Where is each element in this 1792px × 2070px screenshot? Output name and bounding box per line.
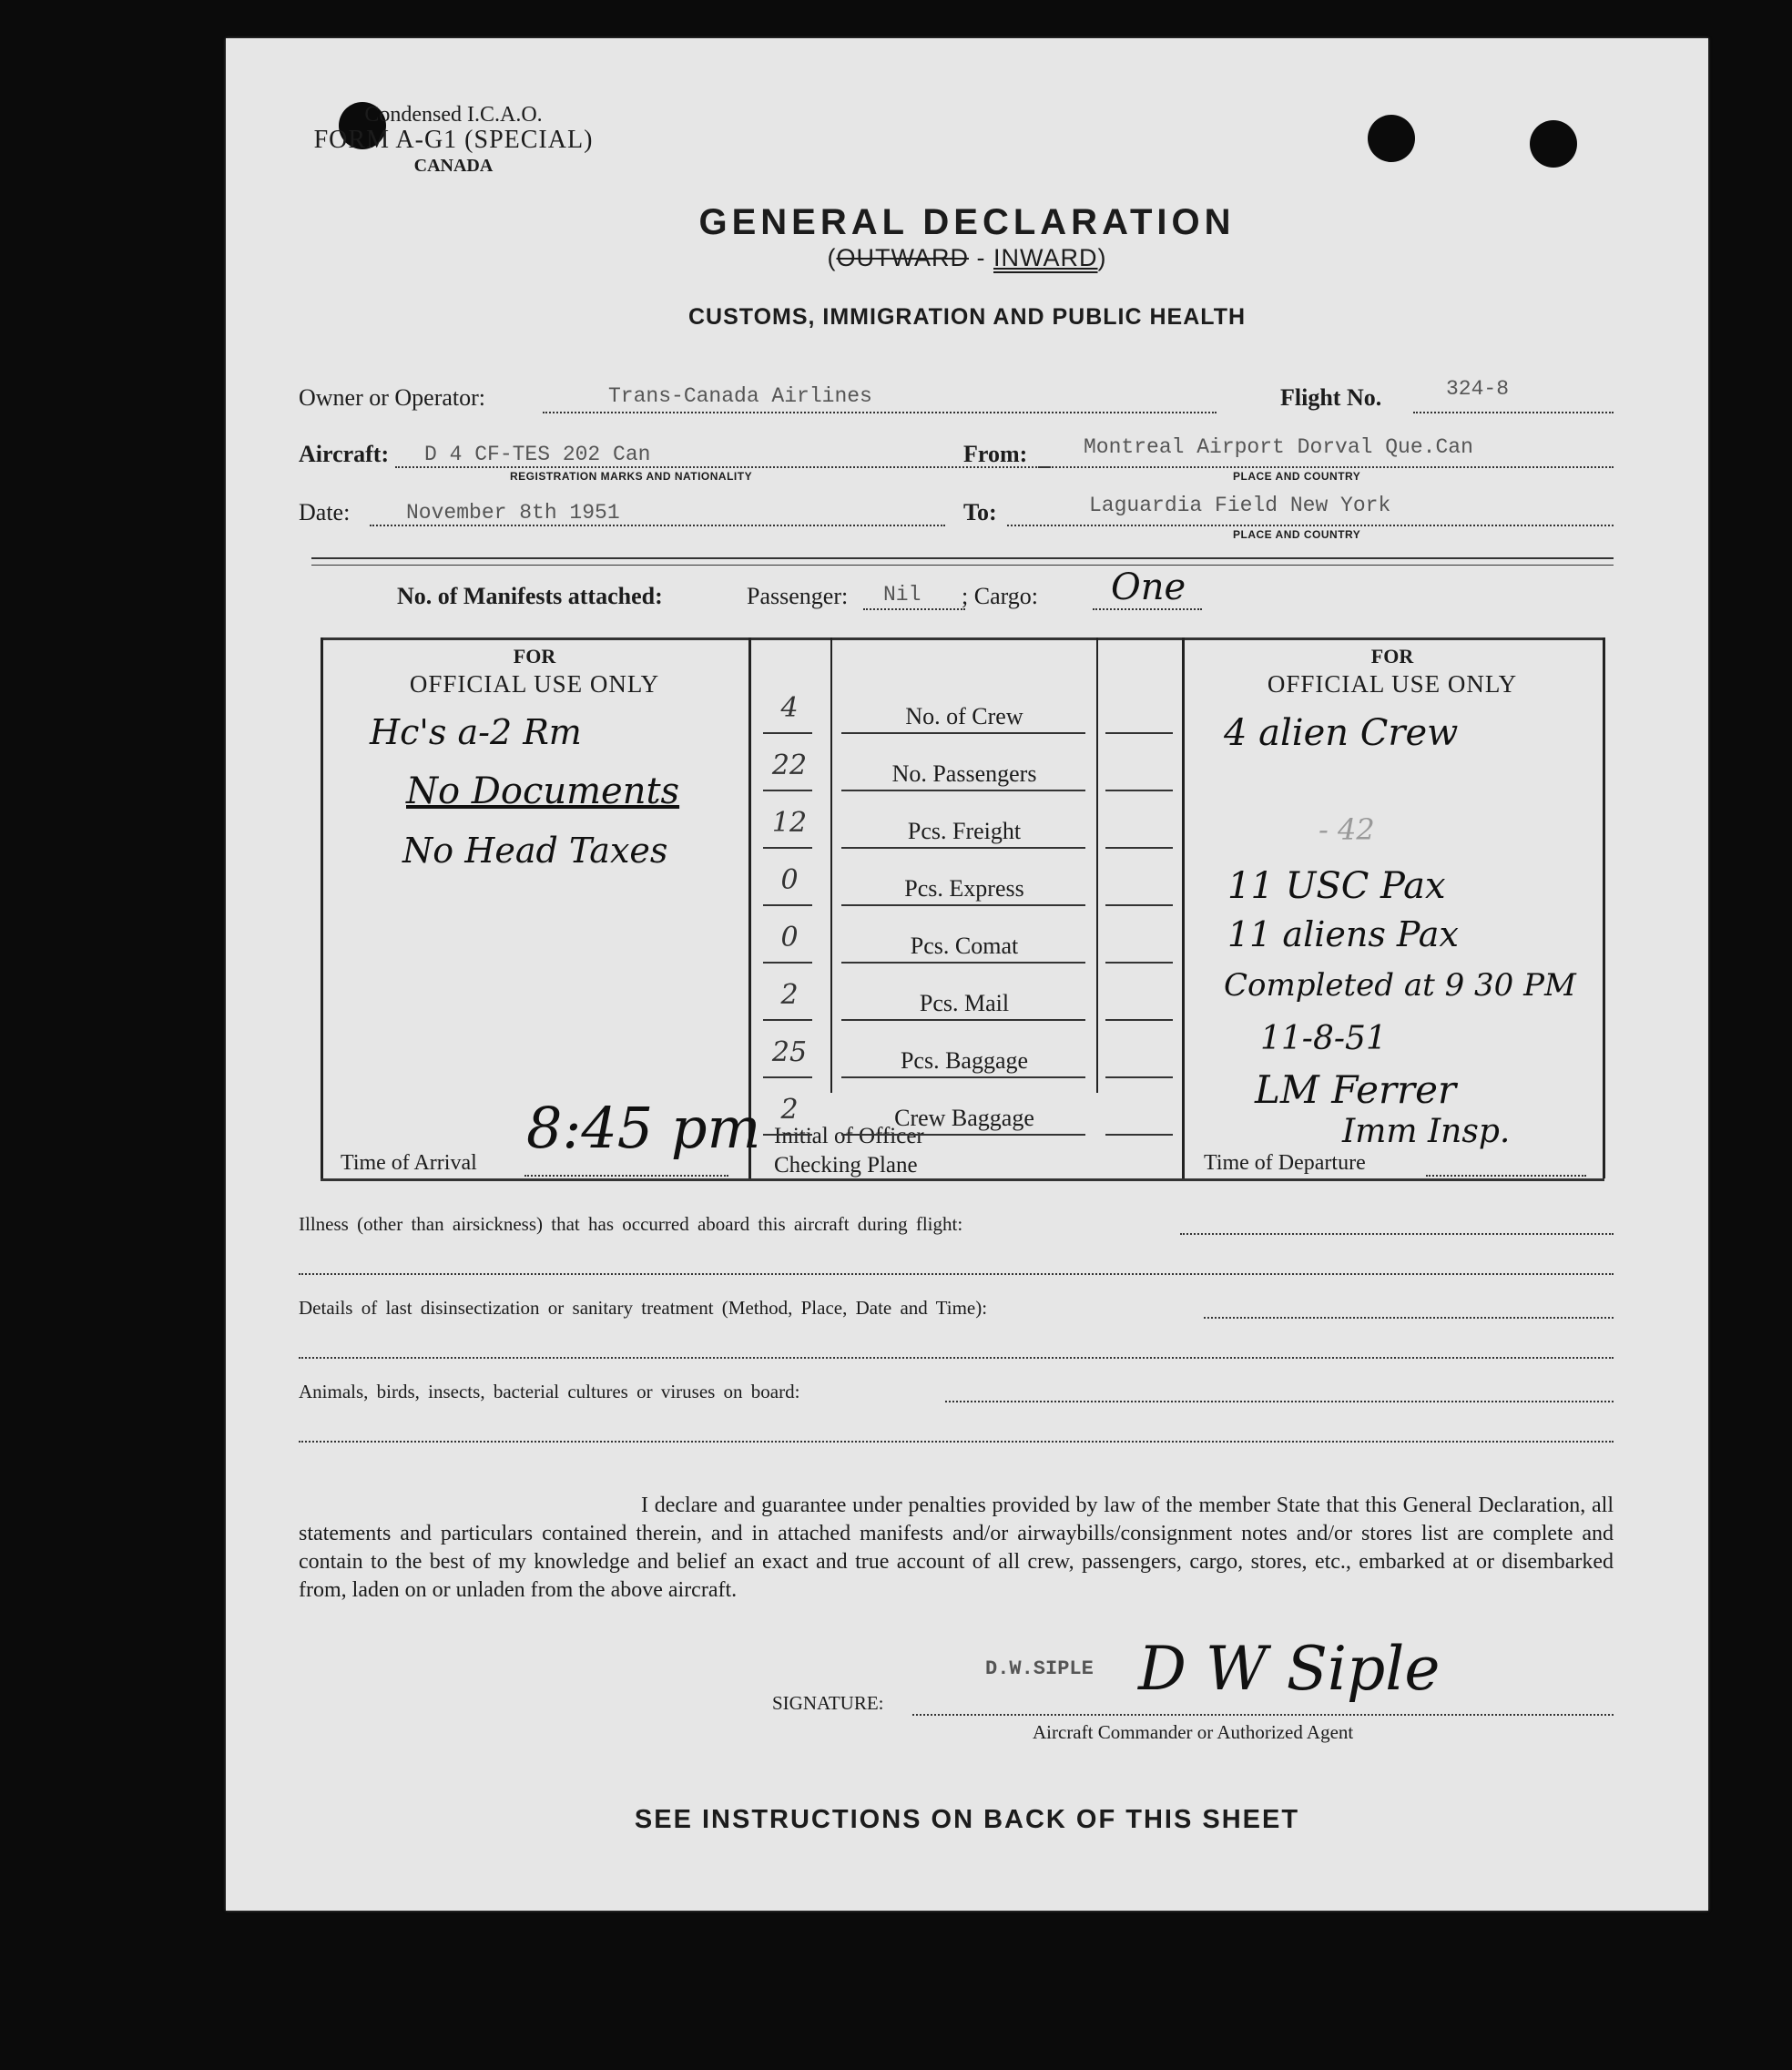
right-header-official: OFFICIAL USE ONLY bbox=[1267, 670, 1518, 698]
to-label: To: bbox=[963, 499, 997, 525]
disinsect-line-1 bbox=[1204, 1317, 1614, 1319]
subtitle-close: ) bbox=[1097, 244, 1107, 271]
row-rule bbox=[841, 1134, 1085, 1136]
page-title: GENERAL DECLARATION bbox=[698, 202, 1236, 242]
row-rule bbox=[1105, 732, 1173, 734]
subtitle-inward: INWARD bbox=[993, 244, 1098, 271]
typed-name: D.W.SIPLE bbox=[985, 1657, 1094, 1680]
section-divider bbox=[311, 557, 1614, 559]
animals-line-2 bbox=[299, 1441, 1614, 1443]
row-rule bbox=[763, 732, 812, 734]
row-label: Pcs. Express bbox=[904, 875, 1024, 902]
section-divider bbox=[311, 565, 1614, 566]
illness-line-1 bbox=[1180, 1233, 1614, 1235]
departure-line bbox=[1426, 1175, 1586, 1177]
animals-line-1 bbox=[945, 1401, 1614, 1402]
row-rule bbox=[1105, 847, 1173, 849]
row-rule bbox=[841, 1076, 1085, 1078]
aircraft-caption: REGISTRATION MARKS AND NATIONALITY bbox=[510, 470, 753, 483]
row-rule bbox=[841, 732, 1085, 734]
from-label: From: bbox=[963, 441, 1028, 467]
left-header-for: FOR bbox=[513, 645, 556, 668]
passenger-label: Passenger: bbox=[747, 583, 849, 609]
table-bottom-rule bbox=[321, 1178, 1604, 1181]
row-count[interactable]: 0 bbox=[780, 864, 799, 896]
right-note: LM Ferrer bbox=[1255, 1067, 1457, 1112]
header-line-2: FORM A-G1 (SPECIAL) bbox=[313, 126, 594, 154]
row-label: Pcs. Freight bbox=[907, 818, 1022, 844]
row-label: Crew Baggage bbox=[894, 1105, 1034, 1131]
row-count[interactable]: 2 bbox=[780, 979, 799, 1011]
subtitle-sep: - bbox=[976, 244, 993, 271]
row-rule bbox=[841, 1019, 1085, 1021]
row-rule bbox=[763, 962, 812, 964]
row-rule bbox=[763, 790, 812, 791]
subtitle-outward: OUTWARD bbox=[836, 244, 969, 271]
arrival-line bbox=[524, 1175, 728, 1177]
signature-value[interactable]: D W Siple bbox=[1138, 1634, 1441, 1704]
row-rule bbox=[841, 962, 1085, 964]
direction-subtitle bbox=[226, 244, 1708, 272]
header-line-1: Condensed I.C.A.O. bbox=[364, 103, 543, 127]
right-note: 11 aliens Pax bbox=[1227, 914, 1459, 954]
row-rule bbox=[841, 847, 1085, 849]
right-note: Completed at 9 30 PM bbox=[1224, 967, 1576, 1004]
right-note: 11 USC Pax bbox=[1227, 865, 1446, 907]
aircraft-line bbox=[395, 466, 1051, 468]
subtitle-open: ( bbox=[827, 244, 837, 271]
right-note: 4 alien Crew bbox=[1224, 712, 1459, 754]
row-rule bbox=[1105, 904, 1173, 906]
table-divider-4 bbox=[1182, 637, 1185, 1178]
row-rule bbox=[841, 904, 1085, 906]
left-header-official: OFFICIAL USE ONLY bbox=[409, 670, 660, 698]
table-left-border bbox=[321, 637, 323, 1178]
row-count[interactable]: 12 bbox=[771, 807, 808, 839]
row-count[interactable]: 22 bbox=[771, 749, 808, 781]
right-note: 11-8-51 bbox=[1260, 1020, 1387, 1057]
aircraft-value[interactable]: D 4 CF-TES 202 Can bbox=[424, 443, 651, 466]
left-note: Hc's a-2 Rm bbox=[370, 712, 582, 752]
form-header bbox=[299, 102, 608, 178]
to-caption: PLACE AND COUNTRY bbox=[1233, 528, 1361, 541]
row-label: Pcs. Mail bbox=[919, 990, 1010, 1016]
row-label: No. Passengers bbox=[891, 760, 1037, 787]
animals-label: Animals, birds, insects, bacterial cultures or viruses on board: bbox=[299, 1381, 800, 1402]
table-right-border bbox=[1603, 637, 1605, 1178]
header-line-3: CANADA bbox=[413, 156, 494, 176]
row-label: No. of Crew bbox=[905, 703, 1023, 729]
instructions-footer: SEE INSTRUCTIONS ON BACK OF THIS SHEET bbox=[634, 1805, 1300, 1834]
row-rule bbox=[1105, 790, 1173, 791]
row-rule bbox=[763, 1076, 812, 1078]
arrival-value[interactable]: 8:45 pm bbox=[526, 1095, 761, 1161]
left-note: No Head Taxes bbox=[402, 831, 668, 871]
date-label: Date: bbox=[299, 499, 351, 525]
signature-caption: Aircraft Commander or Authorized Agent bbox=[1033, 1721, 1354, 1743]
signature-label: SIGNATURE: bbox=[772, 1692, 884, 1714]
disinsect-line-2 bbox=[299, 1357, 1614, 1359]
table-top-rule bbox=[321, 637, 1604, 640]
row-rule bbox=[763, 1134, 812, 1136]
row-count[interactable]: 0 bbox=[780, 922, 799, 953]
row-rule bbox=[763, 847, 812, 849]
declaration-form-page bbox=[226, 38, 1708, 1911]
right-note: - 42 bbox=[1319, 812, 1375, 847]
passenger-value[interactable]: Nil bbox=[883, 583, 921, 607]
owner-line bbox=[543, 412, 1217, 413]
punch-hole bbox=[1368, 115, 1415, 162]
illness-line-2 bbox=[299, 1273, 1614, 1275]
passenger-line bbox=[863, 608, 965, 610]
table-divider-3 bbox=[1096, 637, 1098, 1093]
owner-label: Owner or Operator: bbox=[299, 384, 486, 411]
row-count[interactable]: 4 bbox=[780, 692, 799, 724]
row-rule bbox=[1105, 1019, 1173, 1021]
arrival-label: Time of Arrival bbox=[341, 1151, 477, 1175]
left-note: No Documents bbox=[406, 770, 680, 812]
initial-label-line-1: Initial of Officer bbox=[774, 1124, 924, 1148]
punch-hole bbox=[1530, 120, 1577, 168]
row-count[interactable]: 25 bbox=[771, 1036, 808, 1068]
row-rule bbox=[1105, 962, 1173, 964]
row-rule bbox=[763, 1019, 812, 1021]
row-count[interactable]: 2 bbox=[780, 1094, 799, 1126]
row-label: Pcs. Comat bbox=[910, 933, 1019, 959]
from-line bbox=[1038, 466, 1614, 468]
row-rule bbox=[1105, 1076, 1173, 1078]
signature-line bbox=[912, 1714, 1614, 1716]
to-value[interactable]: Laguardia Field New York bbox=[1089, 494, 1391, 517]
from-caption: PLACE AND COUNTRY bbox=[1233, 470, 1361, 483]
from-value[interactable]: Montreal Airport Dorval Que.Can bbox=[1084, 435, 1473, 459]
flight-value[interactable]: 324-8 bbox=[1446, 377, 1510, 401]
declaration-text: I declare and guarantee under penalties provided by law of the member State that this General Declaration, all statements and particulars contained therein, and in attached manifests and/or airwaybills/consignment notes and/or stores list are complete and contain to the best of my knowledge and belief an exact and true account of all crew, passengers, cargo, stores, etc., embarked at or disembarked from, laden on or unladen from the above aircraft. bbox=[299, 1494, 1614, 1602]
flight-line bbox=[1413, 412, 1614, 413]
right-header-for: FOR bbox=[1370, 645, 1414, 668]
flight-label: Flight No. bbox=[1280, 384, 1382, 411]
row-label: Pcs. Baggage bbox=[900, 1047, 1029, 1074]
manifests-label: No. of Manifests attached: bbox=[397, 583, 663, 609]
subheading: CUSTOMS, IMMIGRATION AND PUBLIC HEALTH bbox=[687, 304, 1247, 330]
cargo-label: ; Cargo: bbox=[962, 583, 1039, 609]
right-official-header bbox=[1182, 643, 1603, 698]
date-line bbox=[370, 525, 945, 526]
illness-label: Illness (other than airsickness) that has occurred aboard this aircraft during flight: bbox=[299, 1213, 963, 1235]
right-note: Imm Insp. bbox=[1342, 1113, 1511, 1150]
cargo-value[interactable]: One bbox=[1111, 566, 1186, 608]
disinsect-label: Details of last disinsectization or sanitary treatment (Method, Place, Date and Time): bbox=[299, 1297, 988, 1319]
departure-label: Time of Departure bbox=[1204, 1151, 1366, 1175]
date-value[interactable]: November 8th 1951 bbox=[406, 501, 620, 525]
row-rule bbox=[763, 904, 812, 906]
to-line bbox=[1007, 525, 1614, 526]
aircraft-label: Aircraft: bbox=[299, 441, 390, 467]
owner-value[interactable]: Trans-Canada Airlines bbox=[608, 384, 872, 408]
left-official-header bbox=[321, 643, 748, 698]
cargo-line bbox=[1093, 608, 1202, 610]
row-rule bbox=[841, 790, 1085, 791]
initial-label-line-2: Checking Plane bbox=[774, 1153, 918, 1178]
row-rule bbox=[1105, 1134, 1173, 1136]
